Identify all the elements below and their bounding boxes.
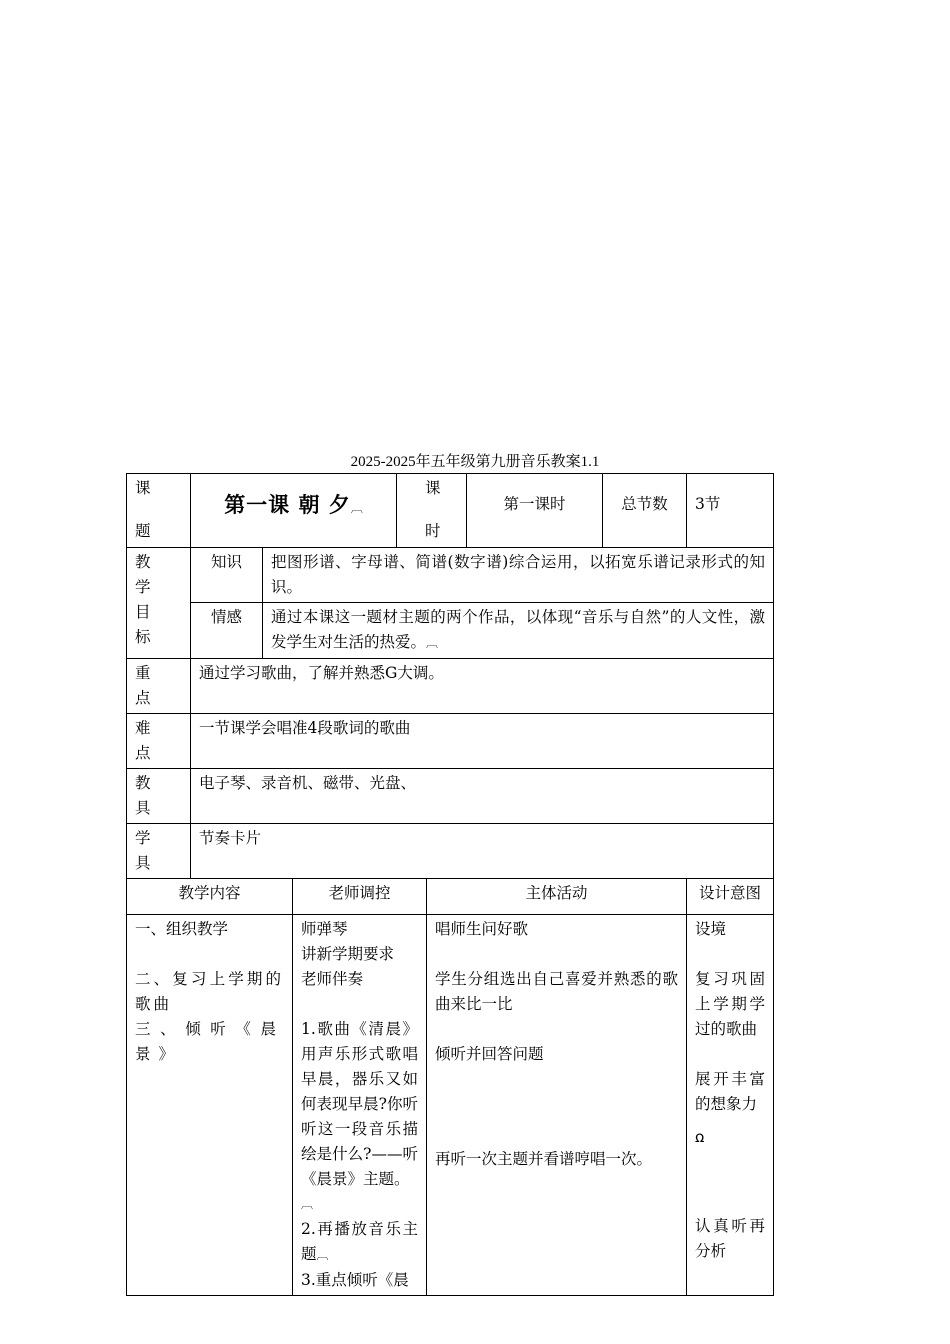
hours-label-cell bbox=[397, 474, 467, 548]
content-cell bbox=[127, 915, 293, 1296]
total-label: 总节数 bbox=[621, 495, 668, 513]
emotion-text: 通过本课这一题材主题的两个作品，以体现“音乐与自然”的人文性，激发学生对生活的热爱。 bbox=[271, 608, 766, 651]
document-title: 2025-2025年五年级第九册音乐教案1.1 bbox=[350, 454, 600, 470]
hours-value-cell bbox=[467, 474, 603, 548]
activity-item: 唱师生问好歌 bbox=[435, 920, 529, 938]
hours-value: 第一课时 bbox=[503, 495, 566, 513]
lesson-plan-table bbox=[126, 473, 774, 1296]
column-header-intent: 设计意图 bbox=[687, 879, 774, 915]
column-header-content: 教学内容 bbox=[127, 879, 293, 915]
difficulty-text: 一节课学会唱准4段歌词的歌曲 bbox=[191, 714, 774, 769]
total-value: 3节 bbox=[695, 495, 721, 513]
lesson-body-row bbox=[127, 915, 774, 1296]
teaching-tools-row bbox=[127, 769, 774, 824]
difficulty-label: 难点 bbox=[127, 714, 191, 769]
teacher-item: 1.歌曲《清晨》用声乐形式歌唱早晨，器乐又如何表现早晨?你听听这一段音乐描绘是什么?——听《晨景》主题。 bbox=[301, 1020, 419, 1188]
lesson-title-cell bbox=[191, 474, 397, 548]
topic-label-bottom: 题 bbox=[135, 522, 151, 540]
content-item: 一、组织教学 bbox=[135, 920, 229, 938]
teacher-item: 2.再播放音乐主题︹ bbox=[301, 1220, 419, 1263]
teacher-item: 师弹琴 bbox=[301, 920, 348, 938]
activity-item: 再听一次主题并看谱哼唱一次。 bbox=[435, 1150, 653, 1168]
goals-label-cell: 教 学 目 标 bbox=[127, 548, 191, 659]
column-header-activity: 主体活动 bbox=[427, 879, 687, 915]
intent-item: 展开丰富的想象力 bbox=[695, 1070, 766, 1113]
knowledge-text: 把图形谱、字母谱、简谱(数字谱)综合运用，以拓宽乐谱记录形式的知识。 bbox=[263, 548, 774, 603]
key-point-row bbox=[127, 659, 774, 714]
intent-symbol: ꭥ bbox=[695, 1128, 705, 1146]
emotion-cell bbox=[263, 603, 774, 659]
activity-cell bbox=[427, 915, 687, 1296]
lesson-title: 第一课 朝 夕 bbox=[224, 492, 351, 517]
header-row bbox=[127, 474, 774, 548]
teaching-tools-label: 教具 bbox=[127, 769, 191, 824]
emotion-mark: ︹ bbox=[426, 636, 439, 650]
student-tools-label: 学具 bbox=[127, 824, 191, 879]
column-header-row bbox=[127, 879, 774, 915]
goal-knowledge-row bbox=[127, 548, 774, 603]
teacher-item: 讲新学期要求 bbox=[301, 945, 395, 963]
title-mark: ︹ bbox=[350, 501, 363, 515]
key-point-text: 通过学习歌曲，了解并熟悉G大调。 bbox=[191, 659, 774, 714]
student-tools-text: 节奏卡片 bbox=[191, 824, 774, 879]
hours-label-bottom: 时 bbox=[425, 522, 441, 540]
knowledge-label: 知识 bbox=[191, 548, 263, 603]
activity-item: 倾听并回答问题 bbox=[435, 1045, 544, 1063]
content-item: 二、复习上学期的歌曲 bbox=[135, 970, 284, 1013]
topic-label-cell bbox=[127, 474, 191, 548]
teacher-cell bbox=[293, 915, 427, 1296]
emotion-label: 情感 bbox=[191, 603, 263, 659]
intent-item: 设境 bbox=[695, 920, 727, 938]
goal-emotion-row bbox=[127, 603, 774, 659]
student-tools-row bbox=[127, 824, 774, 879]
teacher-item: 3.重点倾听《晨 bbox=[301, 1271, 409, 1289]
total-label-cell bbox=[603, 474, 687, 548]
difficulty-row bbox=[127, 714, 774, 769]
hours-label-top: 课 bbox=[425, 479, 441, 497]
teaching-tools-text: 电子琴、录音机、磁带、光盘、 bbox=[191, 769, 774, 824]
key-point-label: 重点 bbox=[127, 659, 191, 714]
column-header-teacher: 老师调控 bbox=[293, 879, 427, 915]
total-value-cell bbox=[687, 474, 774, 548]
teacher-mark: ︹ bbox=[301, 1197, 314, 1211]
intent-cell bbox=[687, 915, 774, 1296]
content-item: 三、倾听《晨景》 bbox=[135, 1020, 284, 1063]
activity-item: 学生分组选出自己喜爱并熟悉的歌曲来比一比 bbox=[435, 970, 679, 1013]
topic-label-top: 课 bbox=[135, 479, 151, 497]
intent-item: 认真听再分析 bbox=[695, 1217, 766, 1260]
teacher-item: 老师伴奏 bbox=[301, 970, 364, 988]
intent-item: 复习巩固上学期学过的歌曲 bbox=[695, 970, 766, 1038]
